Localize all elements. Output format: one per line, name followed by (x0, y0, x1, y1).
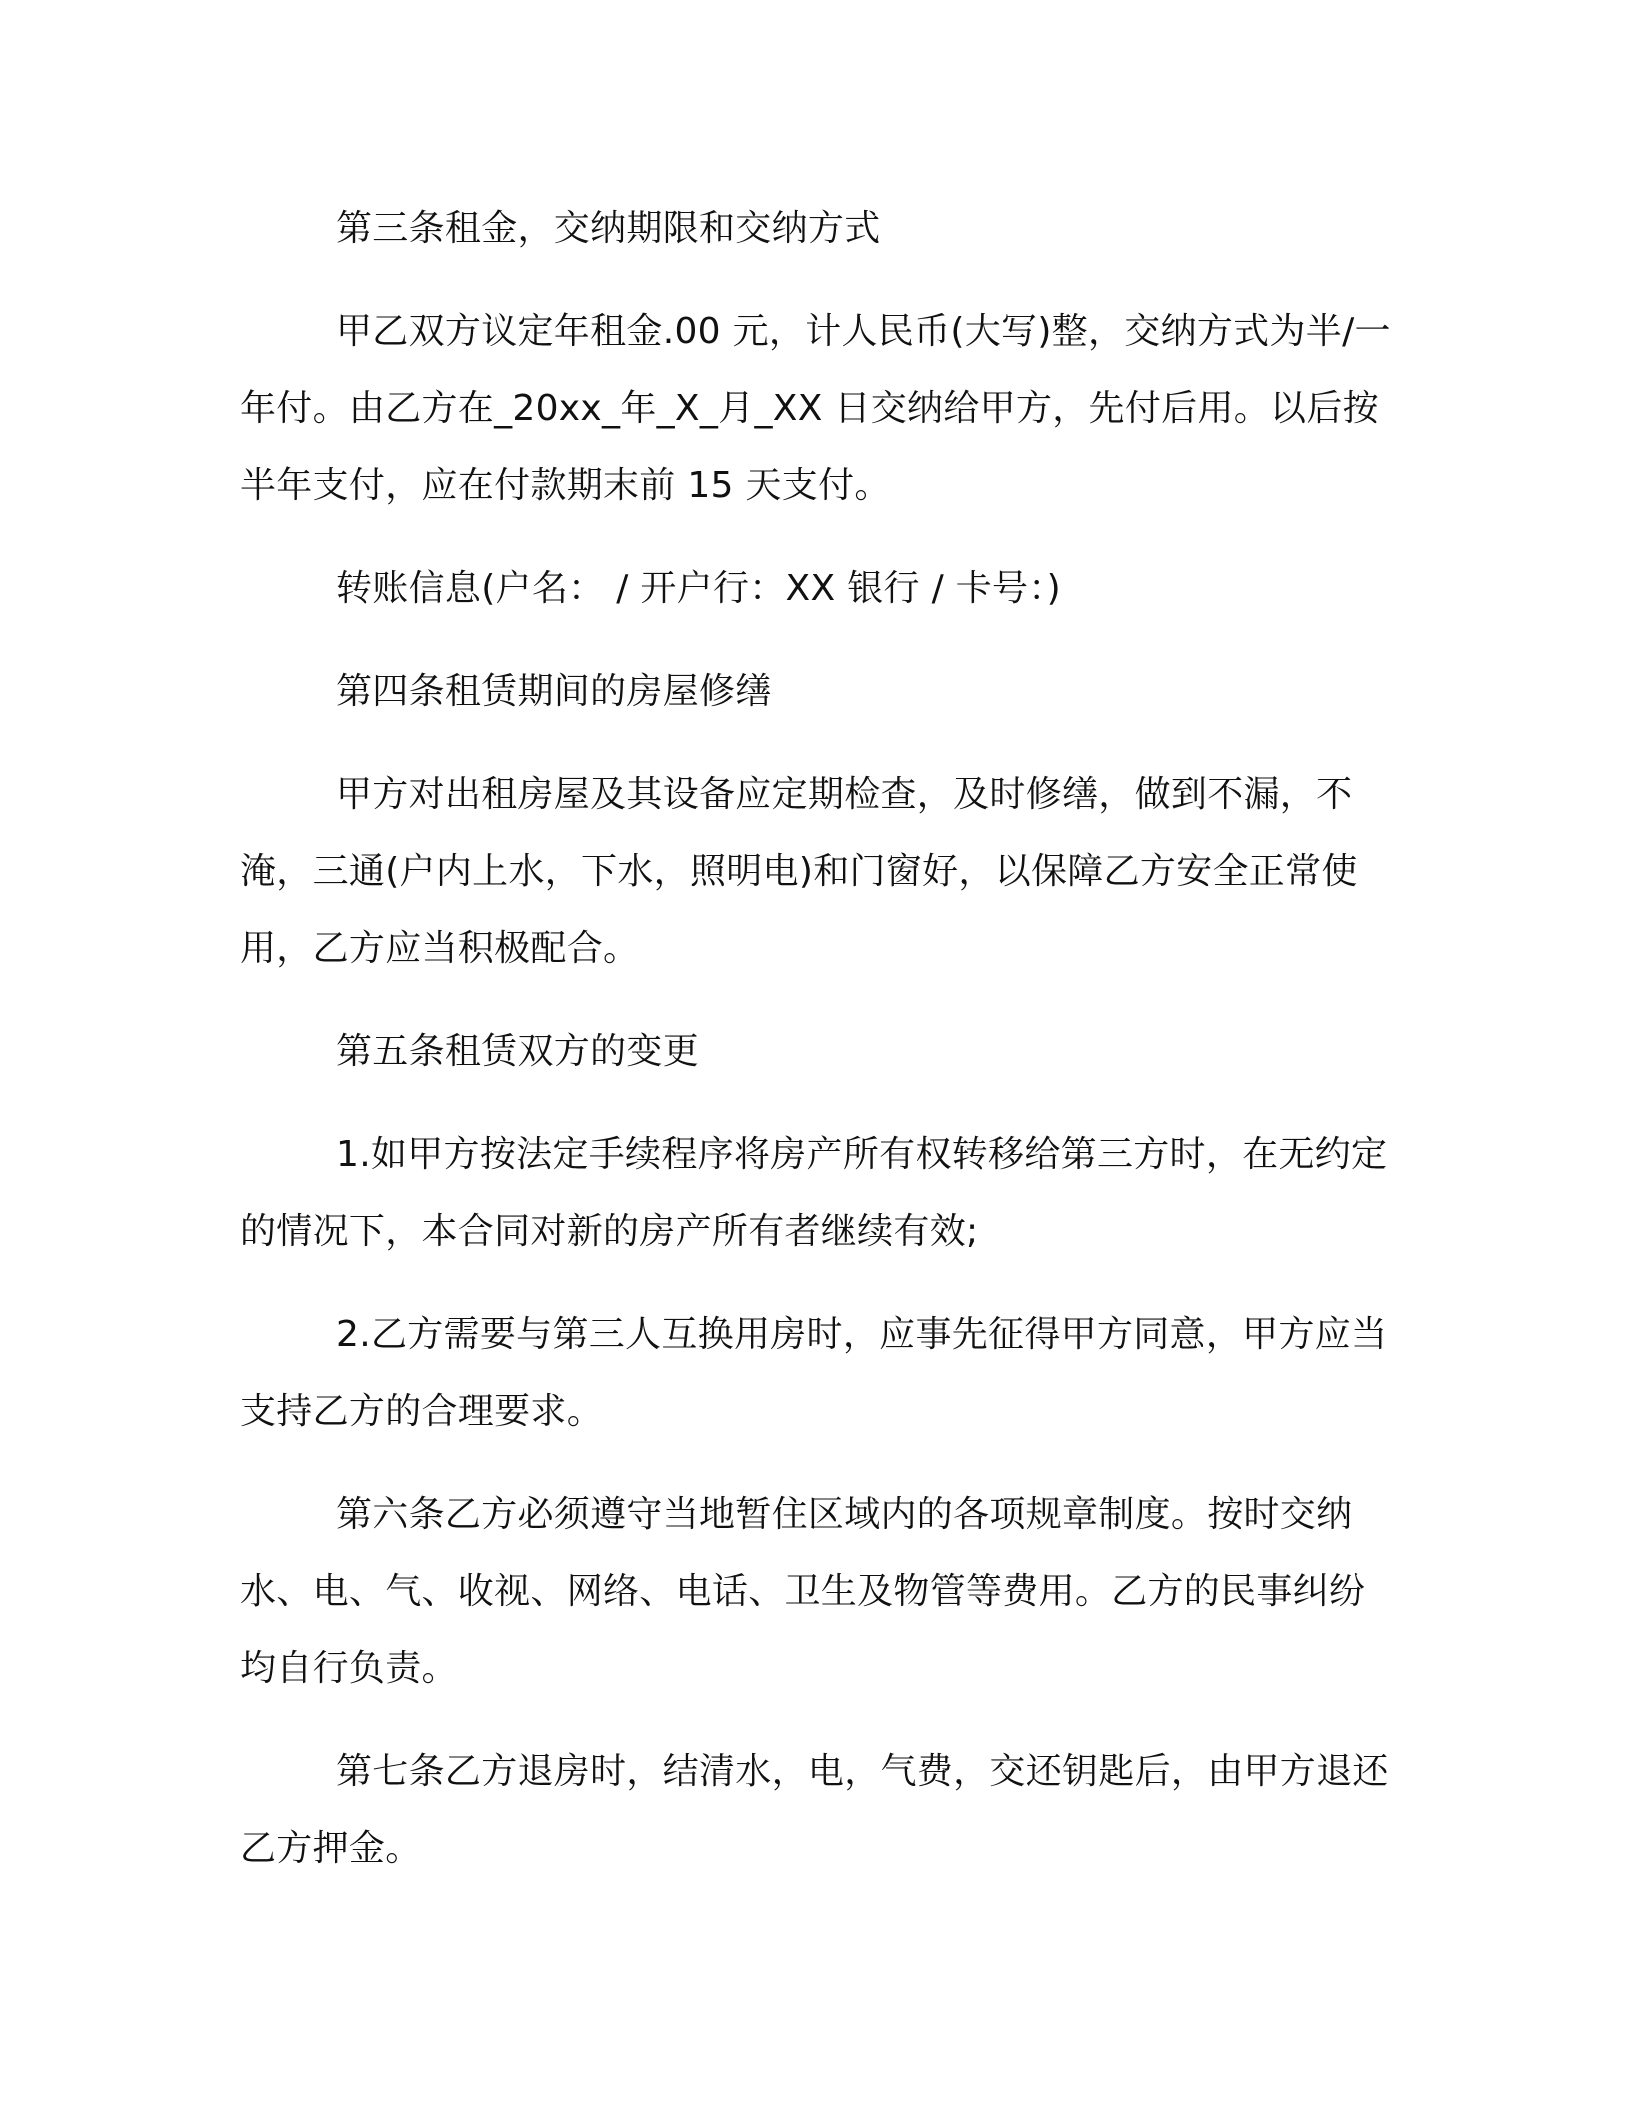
document-body (240, 190, 1400, 1887)
transfer-info-paragraph: 转账信息(户名： / 开户行：XX 银行 / 卡号：) (336, 568, 1061, 609)
rent-payment-paragraph: 甲乙双方议定年租金.00 元，计人民币(大写)整，交纳方式为半/一年付。由乙方在_20xx_年_X_月_XX 日交纳给甲方，先付后用。以后按半年支付，应在付款期末前 15 天支付。 (240, 311, 1391, 506)
change-clause-2: 2.乙方需要与第三人互换用房时，应事先征得甲方同意，甲方应当支持乙方的合理要求。 (240, 1314, 1388, 1432)
change-clause-1: 1.如甲方按法定手续程序将房产所有权转移给第三方时，在无约定的情况下，本合同对新的房产所有者继续有效; (240, 1134, 1388, 1252)
article-7-paragraph: 第七条乙方退房时，结清水，电，气费，交还钥匙后，由甲方退还乙方押金。 (240, 1751, 1389, 1869)
article-3-heading: 第三条租金，交纳期限和交纳方式 (336, 208, 881, 249)
article-4-heading: 第四条租赁期间的房屋修缮 (336, 671, 772, 712)
repair-paragraph: 甲方对出租房屋及其设备应定期检查，及时修缮，做到不漏，不淹，三通(户内上水，下水，照明电)和门窗好，以保障乙方安全正常使用，乙方应当积极配合。 (240, 774, 1358, 969)
article-5-heading: 第五条租赁双方的变更 (336, 1031, 700, 1072)
article-6-paragraph: 第六条乙方必须遵守当地暂住区域内的各项规章制度。按时交纳水、电、气、收视、网络、电话、卫生及物管等费用。乙方的民事纠纷均自行负责。 (240, 1494, 1366, 1689)
